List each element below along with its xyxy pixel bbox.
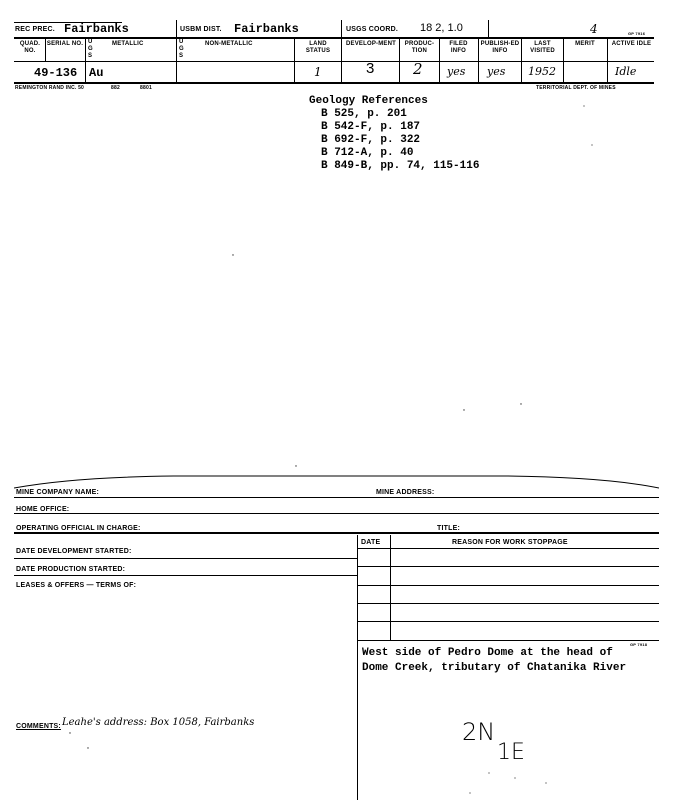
location-line: Dome Creek, tributary of Chatanika River: [362, 662, 627, 674]
usbm-dist-label: USBM DIST.: [180, 26, 222, 33]
printer-code-1: 882: [111, 85, 120, 91]
form-number-top: GP 7916: [628, 31, 646, 36]
comments-value: Leahe's address: Box 1058, Fairbanks: [62, 717, 255, 728]
record-active-idle: Idle: [615, 65, 637, 78]
leases-label: LEASES & OFFERS — TERMS OF:: [16, 582, 137, 589]
rec-prec-value: Fairbanks: [64, 22, 129, 36]
col-merit: MERIT: [575, 41, 595, 47]
date-development-label: DATE DEVELOPMENT STARTED:: [16, 548, 132, 555]
geology-title: Geology References: [309, 95, 428, 107]
record-last-visited: 1952: [528, 65, 556, 78]
col-quad-no: QUAD. NO.: [19, 41, 41, 54]
record-filed-info: yes: [447, 65, 466, 78]
location-line: West side of Pedro Dome at the head of: [362, 647, 613, 659]
geology-ref: B 525, p. 201: [321, 108, 407, 120]
usgs-coord-label: USGS COORD.: [346, 26, 398, 33]
record-metallic: Au: [89, 66, 104, 80]
rec-prec-label: REC PREC.: [15, 26, 55, 33]
record-production: 2: [413, 60, 423, 78]
reason-column-header: REASON FOR WORK STOPPAGE: [452, 539, 568, 546]
date-production-label: DATE PRODUCTION STARTED:: [16, 566, 126, 573]
col-production: PRODUC-TION: [404, 41, 435, 54]
col-metallic: METALLIC: [112, 41, 144, 47]
printer-imprint: REMINGTON RAND INC. 50: [15, 85, 85, 91]
col-land-status: LAND STATUS: [305, 41, 331, 54]
record-published-info: yes: [487, 65, 506, 78]
mine-company-name-label: MINE COMPANY NAME:: [16, 489, 100, 496]
geology-ref: B 542-F, p. 187: [321, 121, 421, 133]
handwritten-township: 2N: [462, 718, 496, 746]
operating-official-label: OPERATING OFFICIAL IN CHARGE:: [16, 525, 141, 532]
handwritten-range: 1E: [497, 740, 525, 765]
geology-ref: B 692-F, p. 322: [321, 134, 421, 146]
col-non-metallic: NON-METALLIC: [205, 41, 253, 47]
dept-imprint: TERRITORIAL DEPT. OF MINES: [536, 85, 616, 91]
usgs-coord-value: 18 2, 1.0: [420, 22, 463, 34]
usbm-dist-value: Fairbanks: [234, 22, 299, 36]
col-published-info: PUBLISH-ED INFO: [480, 41, 520, 54]
col-active-idle: ACTIVE IDLE: [611, 41, 652, 47]
col-nonmetallic-codes: U G S: [179, 39, 184, 59]
form-number-bottom: GP 7918: [630, 642, 648, 647]
home-office-label: HOME OFFICE:: [16, 506, 70, 513]
record-land-status: 1: [314, 65, 322, 79]
col-filed-info: FILED INFO: [449, 41, 468, 54]
geology-ref: B 712-A, p. 40: [321, 147, 414, 159]
col-last-visited: LAST VISITED: [530, 41, 555, 54]
col-development: DEVELOP-MENT: [345, 41, 397, 47]
date-column-header: DATE: [361, 539, 381, 546]
mine-address-label: MINE ADDRESS:: [376, 489, 435, 496]
geology-ref: B 849-B, pp. 74, 115-116: [321, 160, 480, 172]
col-serial-no: SERIAL NO.: [46, 41, 84, 47]
printer-code-2: 8801: [140, 85, 152, 91]
record-quad-serial: 49-136: [34, 66, 78, 80]
comments-label: COMMENTS:: [16, 723, 61, 730]
record-development: 3: [366, 60, 375, 77]
col-metallic-codes: U G S: [88, 39, 93, 59]
title-label: TITLE:: [437, 525, 460, 532]
page-mark: 4: [590, 22, 598, 36]
